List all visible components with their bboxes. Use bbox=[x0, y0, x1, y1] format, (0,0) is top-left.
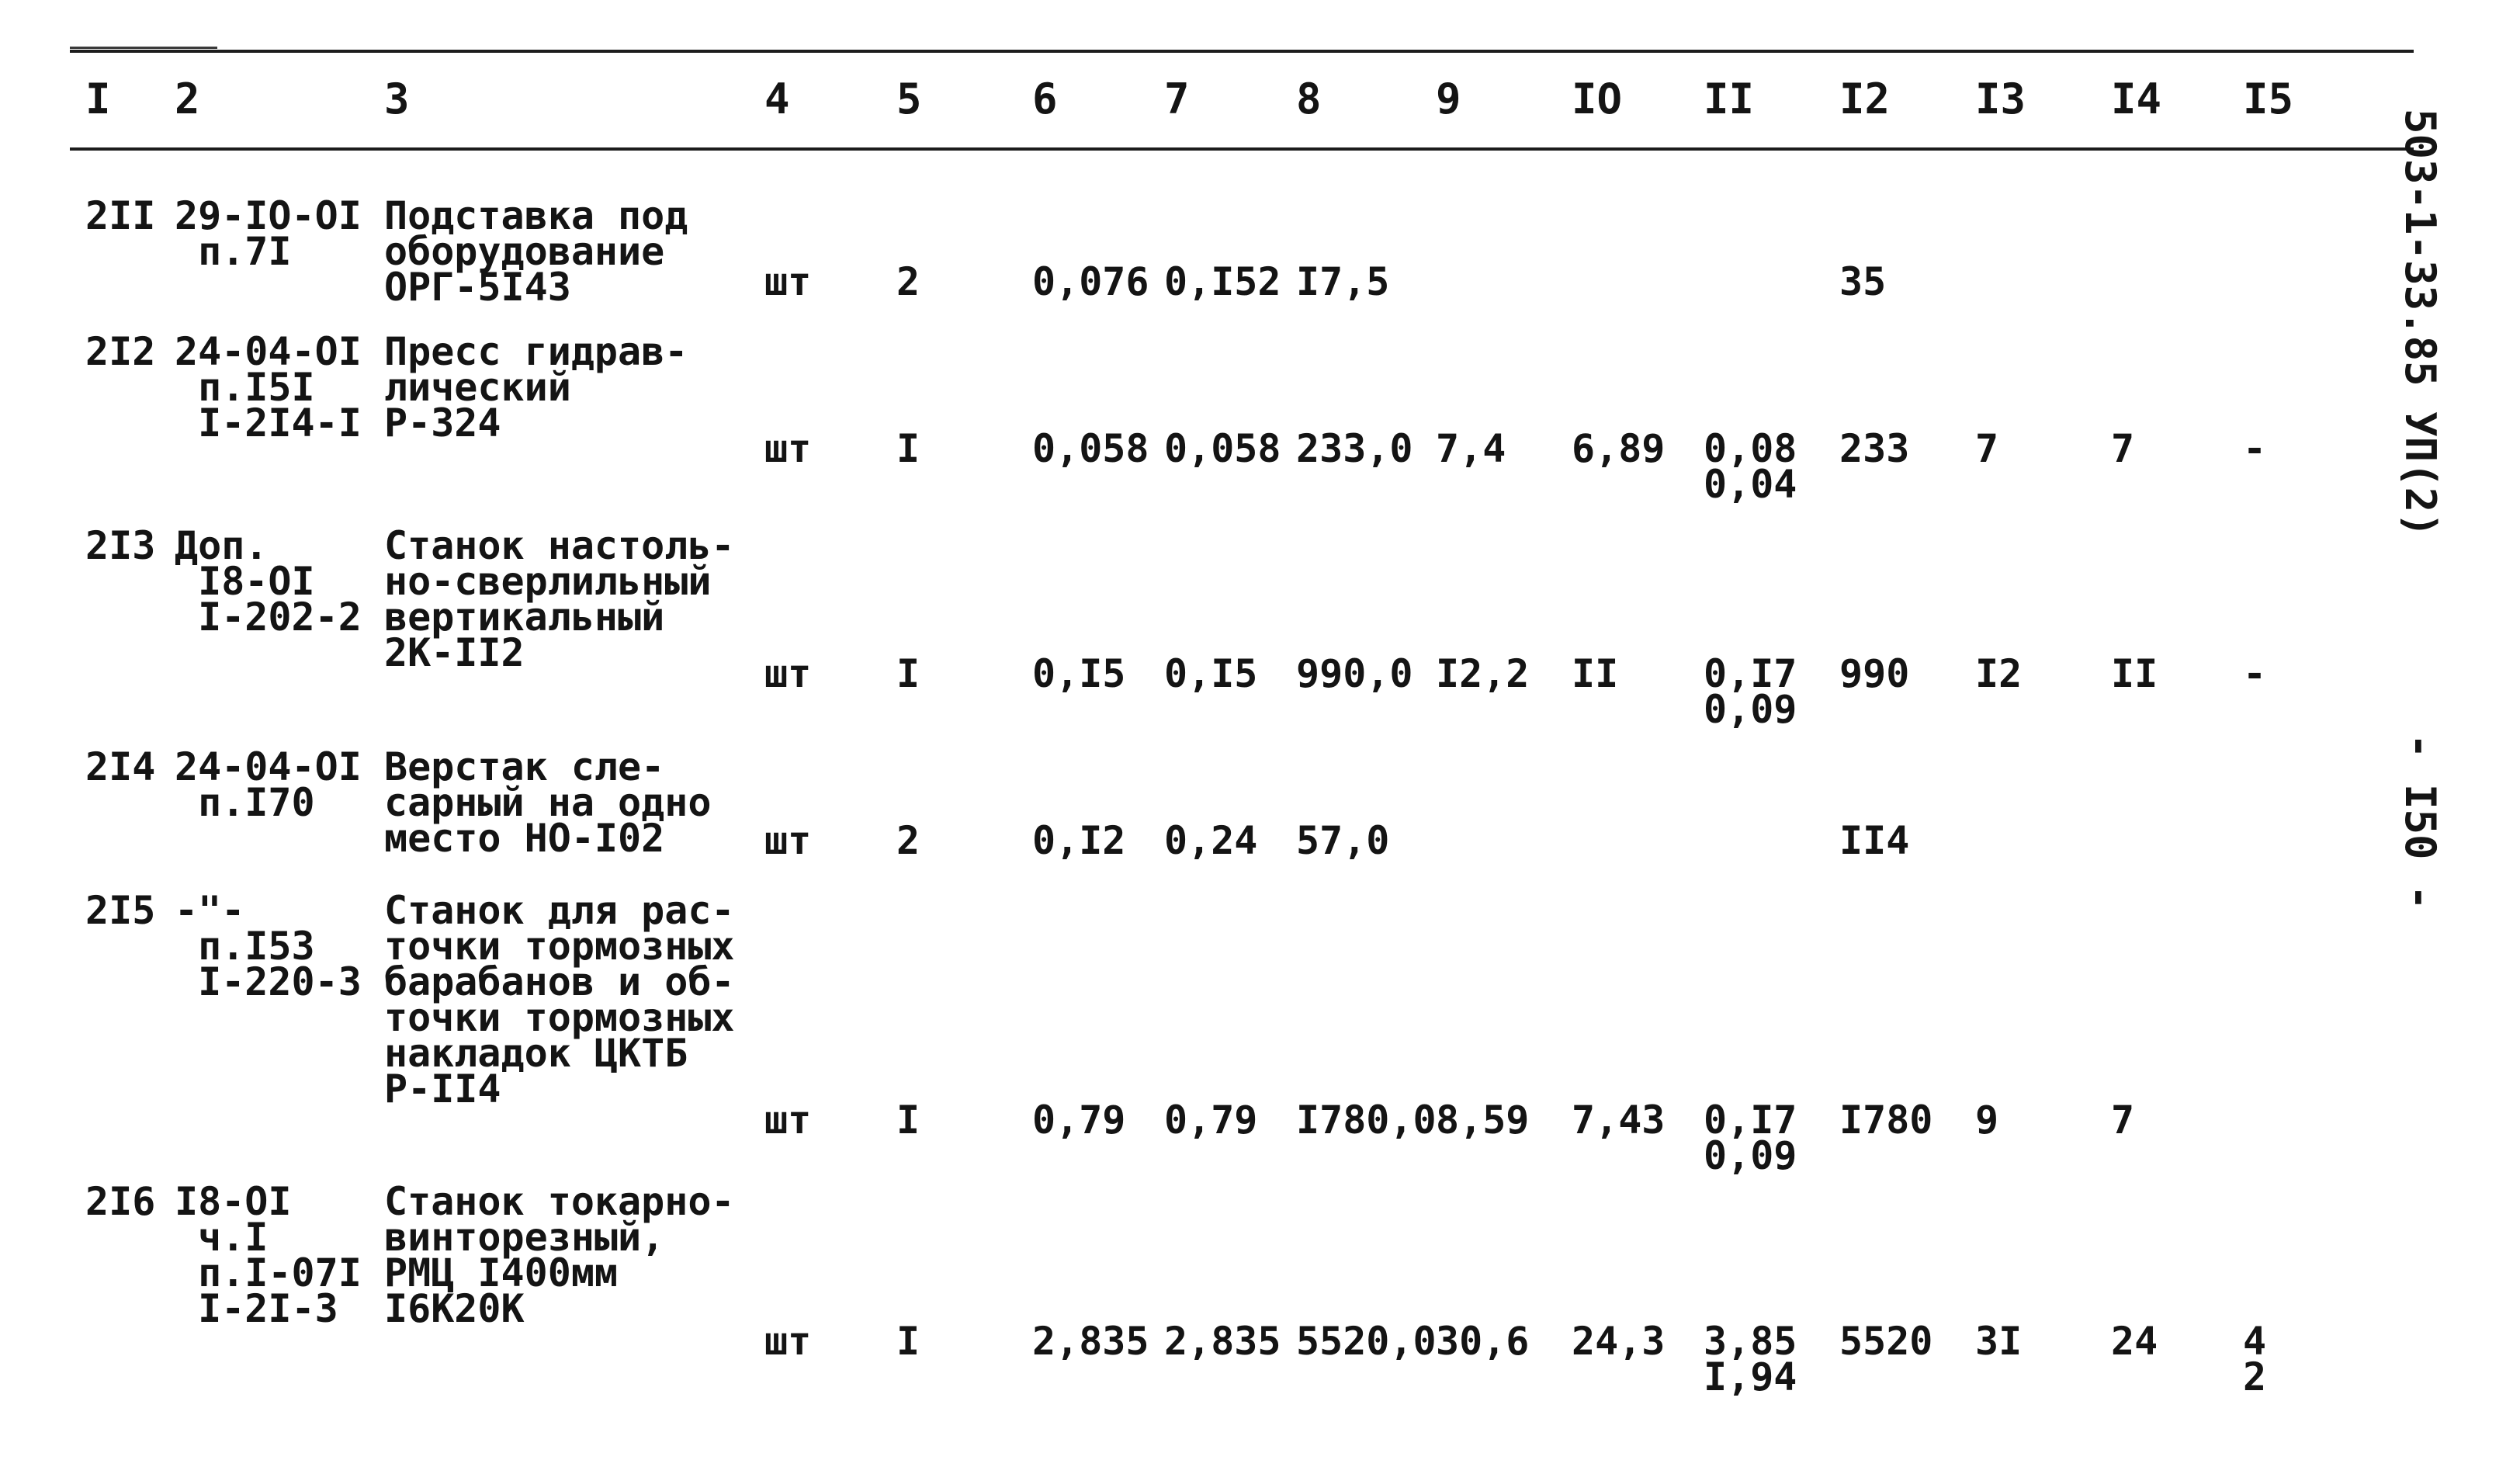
cell-col14-value: 7 bbox=[2111, 426, 2135, 471]
column-header-15: I5 bbox=[2243, 75, 2294, 123]
cell-col10-value: 6,89 bbox=[1572, 426, 1666, 471]
cell-col11-value: 0,I7 0,09 bbox=[1704, 1098, 1797, 1178]
cell-equipment-name: Верстак сле- сарный на одно место НО-I02 bbox=[384, 744, 712, 861]
column-header-12: I2 bbox=[1839, 75, 1891, 123]
cell-quantity: I bbox=[896, 426, 920, 471]
cell-col13-value: I2 bbox=[1975, 651, 2023, 696]
cell-col11-value: 3,85 I,94 bbox=[1704, 1319, 1797, 1399]
cell-row-number: 2I4 bbox=[85, 744, 156, 789]
cell-col15-value: - bbox=[2243, 651, 2267, 696]
cell-row-number: 2I2 bbox=[85, 329, 156, 374]
cell-unit-value: 0,076 bbox=[1032, 259, 1149, 304]
cell-equipment-name: Пресс гидрав- лический Р-324 bbox=[384, 329, 688, 446]
document-code: 503-1-33.85 УП(2) bbox=[2396, 109, 2445, 538]
cell-col12-value: 990 bbox=[1839, 651, 1910, 696]
cell-row-number: 2I6 bbox=[85, 1179, 156, 1224]
cell-col9-value: 7,4 bbox=[1436, 426, 1506, 471]
cell-col13-value: 9 bbox=[1975, 1098, 1999, 1143]
cell-unit-value: 2,835 bbox=[1032, 1319, 1149, 1364]
cell-reference: 24-04-OI п.I5I I-2I4-I bbox=[175, 329, 362, 446]
cell-col14-value: II bbox=[2111, 651, 2158, 696]
cell-unit-value: 0,I5 bbox=[1032, 651, 1126, 696]
cell-col10-value: 24,3 bbox=[1572, 1319, 1666, 1364]
cell-quantity: I bbox=[896, 1098, 920, 1143]
cell-unit: шт bbox=[764, 1319, 812, 1364]
column-header-8: 8 bbox=[1296, 75, 1322, 123]
cell-row-number: 2I5 bbox=[85, 888, 156, 933]
cell-col10-value: II bbox=[1572, 651, 1619, 696]
cell-row-number: 2I3 bbox=[85, 523, 156, 568]
cell-equipment-name: Станок настоль- но-сверлильный вертикальный 2К-II2 bbox=[384, 523, 735, 675]
column-header-10: IO bbox=[1572, 75, 1623, 123]
cell-col12-value: II4 bbox=[1839, 818, 1910, 863]
column-header-7: 7 bbox=[1164, 75, 1190, 123]
cell-cost: 990,0 bbox=[1296, 651, 1413, 696]
column-header-6: 6 bbox=[1032, 75, 1058, 123]
cell-col9-value: I2,2 bbox=[1436, 651, 1530, 696]
page-number: - I50 - bbox=[2396, 734, 2445, 910]
cell-unit: шт bbox=[764, 426, 812, 471]
cell-reference: Доп. I8-OI I-202-2 bbox=[175, 523, 362, 640]
cell-col12-value: 233 bbox=[1839, 426, 1910, 471]
cell-total-value: 0,I5 bbox=[1164, 651, 1258, 696]
cell-quantity: 2 bbox=[896, 259, 920, 304]
cell-quantity: 2 bbox=[896, 818, 920, 863]
cell-total-value: 2,835 bbox=[1164, 1319, 1281, 1364]
cell-equipment-name: Станок токарно- винторезный, РМЦ I400мм I6К20К bbox=[384, 1179, 735, 1331]
cell-cost: 5520,0 bbox=[1296, 1319, 1437, 1364]
cell-col9-value: 30,6 bbox=[1436, 1319, 1530, 1364]
cell-unit: шт bbox=[764, 651, 812, 696]
cell-cost: 233,0 bbox=[1296, 426, 1413, 471]
cell-unit-value: 0,I2 bbox=[1032, 818, 1126, 863]
cell-total-value: 0,I52 bbox=[1164, 259, 1281, 304]
cell-row-number: 2II bbox=[85, 193, 156, 238]
cell-total-value: 0,24 bbox=[1164, 818, 1258, 863]
cell-col14-value: 7 bbox=[2111, 1098, 2135, 1143]
top-rule bbox=[70, 50, 2414, 53]
cell-col12-value: I780 bbox=[1839, 1098, 1933, 1143]
cell-col13-value: 3I bbox=[1975, 1319, 2023, 1364]
cell-col15-value: 4 2 bbox=[2243, 1319, 2267, 1399]
cell-col11-value: 0,I7 0,09 bbox=[1704, 651, 1797, 732]
cell-unit-value: 0,058 bbox=[1032, 426, 1149, 471]
cell-unit-value: 0,79 bbox=[1032, 1098, 1126, 1143]
column-header-2: 2 bbox=[175, 75, 200, 123]
top-rule-fragment bbox=[70, 47, 217, 49]
cell-col11-value: 0,08 0,04 bbox=[1704, 426, 1797, 507]
column-header-9: 9 bbox=[1436, 75, 1461, 123]
header-rule bbox=[70, 147, 2414, 151]
cell-unit: шт bbox=[764, 259, 812, 304]
cell-col10-value: 7,43 bbox=[1572, 1098, 1666, 1143]
cell-col15-value: - bbox=[2243, 426, 2267, 471]
cell-unit: шт bbox=[764, 1098, 812, 1143]
cell-reference: -"- п.I53 I-220-3 bbox=[175, 888, 362, 1004]
column-header-11: II bbox=[1704, 75, 1755, 123]
cell-cost: I7,5 bbox=[1296, 259, 1390, 304]
cell-equipment-name: Станок для рас- точки тормозных барабанов и об- точки тормозных накладок ЦКТБ Р-II4 bbox=[384, 888, 735, 1112]
column-header-3: 3 bbox=[384, 75, 410, 123]
cell-col12-value: 35 bbox=[1839, 259, 1887, 304]
cell-col9-value: 8,59 bbox=[1436, 1098, 1530, 1143]
cell-reference: I8-OI ч.I п.I-07I I-2I-3 bbox=[175, 1179, 362, 1331]
cell-col14-value: 24 bbox=[2111, 1319, 2158, 1364]
cell-reference: 24-04-OI п.I70 bbox=[175, 744, 362, 825]
column-header-5: 5 bbox=[896, 75, 922, 123]
cell-total-value: 0,058 bbox=[1164, 426, 1281, 471]
column-header-14: I4 bbox=[2111, 75, 2162, 123]
cell-equipment-name: Подставка под оборудование ОРГ-5I43 bbox=[384, 193, 688, 310]
cell-col12-value: 5520 bbox=[1839, 1319, 1933, 1364]
cell-cost: 57,0 bbox=[1296, 818, 1390, 863]
cell-quantity: I bbox=[896, 651, 920, 696]
cell-unit: шт bbox=[764, 818, 812, 863]
column-header-4: 4 bbox=[764, 75, 790, 123]
column-header-13: I3 bbox=[1975, 75, 2026, 123]
column-header-1: I bbox=[85, 75, 111, 123]
cell-total-value: 0,79 bbox=[1164, 1098, 1258, 1143]
cell-cost: I780,0 bbox=[1296, 1098, 1437, 1143]
cell-col13-value: 7 bbox=[1975, 426, 1999, 471]
cell-reference: 29-IO-OI п.7I bbox=[175, 193, 362, 274]
cell-quantity: I bbox=[896, 1319, 920, 1364]
